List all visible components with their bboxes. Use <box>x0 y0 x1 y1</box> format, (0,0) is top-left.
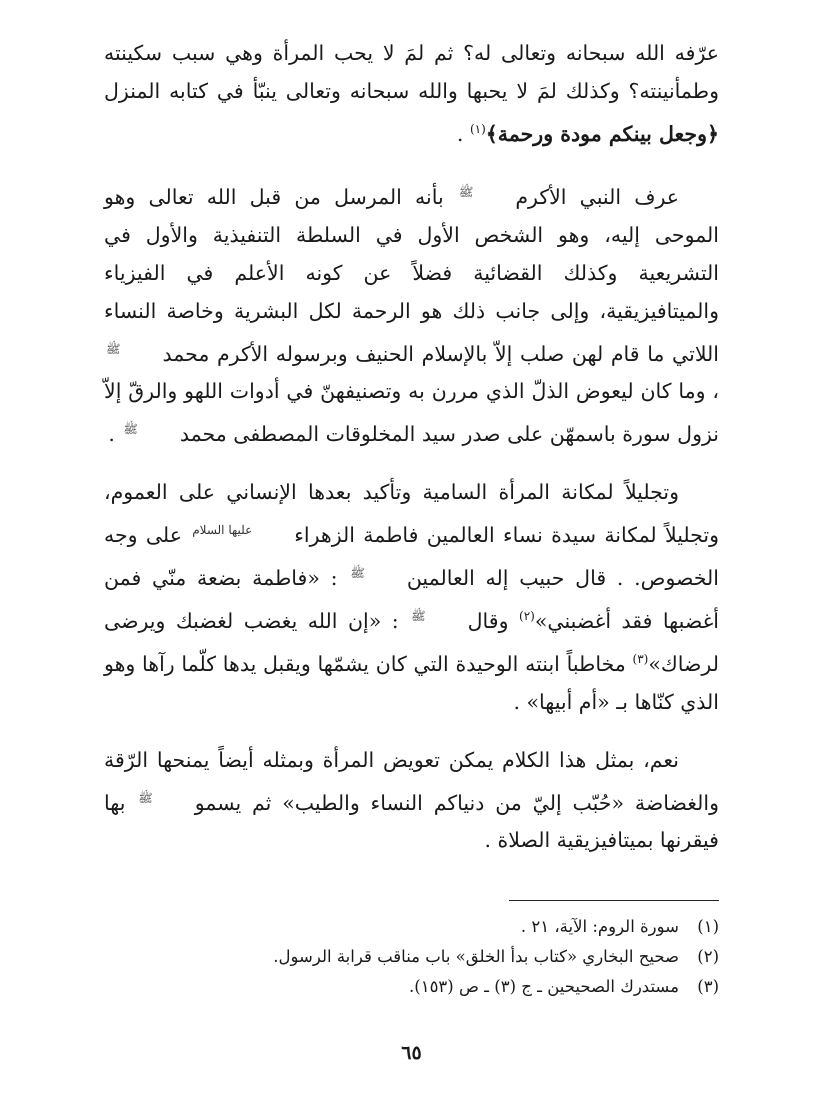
paragraph-3-text-d: وقال <box>467 608 519 633</box>
footnote-3 <box>99 972 719 1002</box>
paragraph-2-text-c: ، وما كان ليعوض الذلّ الذي مررن به وتصنيفهنّ في أدوات اللهو والرقّ إلاّ نزول سورة باسمهّن على صدر سيد المخلوقات المصطفى محمد <box>104 379 719 447</box>
footnote-ref-1: (١) <box>469 122 486 136</box>
paragraph-1-text: عرّفه الله سبحانه وتعالى له؟ ثم لمَ لا يحب المرأة وهي سبب سكينته وطمأنينته؟ وكذلك لمَ لا يحبها والله سبحانه وتعالى ينبّأ في كتابه المنزل <box>104 41 719 103</box>
footnote-number: (١) <box>697 917 719 936</box>
footnote-1 <box>99 912 719 942</box>
salawat-seal: ﷺ <box>123 422 138 437</box>
paragraph-3-text-f: مخاطباً ابنته الوحيدة التي كان يشمّها ويقبل يدها كلّما رآها وهو الذي كنّاها بـ «أم أبيها» . <box>104 651 719 714</box>
salawat-seal: ﷺ <box>350 566 365 581</box>
paragraph-2-text-a: عرف النبي الأكرم <box>515 184 679 209</box>
salawat-seal: ﷺ <box>458 184 474 199</box>
footnote-ref-2: (٢) <box>519 608 535 623</box>
paragraph-3-text-b: على وجه الخصوص. . قال حبيب إله العالمين <box>104 523 719 590</box>
footnote-ref-3: (٣) <box>632 651 649 666</box>
quran-quote: ﴿وجعل بينكم مودة ورحمة﴾ <box>485 121 719 146</box>
footnotes <box>99 912 719 1002</box>
footnote-2 <box>99 942 719 972</box>
paragraph-3-text-c: : «فاطمة بضعة منّي فمن أغضبها فقد أغضبني» <box>104 565 720 633</box>
salawat-seal: ﷺ <box>106 341 121 356</box>
paragraph-3-text-e: : «إن الله يغضب لغضبك ويرضى لرضاك» <box>104 608 719 676</box>
paragraph-4-text-a: نعم، بمثل هذا الكلام يمكن تعويض المرأة وبمثله أيضاً يمنحها الرّقة والغضاضة «حُبّب إليّ من دنياكم النساء والطيب» ثم يسمو <box>104 747 720 815</box>
paragraph-3-text-a: وتجليلاً لمكانة المرأة السامية وتأكيد بعدها الإنساني على العموم، وتجليلاً لمكانة سيدة نساء العالمين فاطمة الزهراء <box>104 480 719 548</box>
footnote-number: (٣) <box>697 977 719 996</box>
paragraph-4-text-b: بها فيقرنها بميتافيزيقية الصلاة . <box>104 790 719 853</box>
footnote-divider <box>509 900 719 901</box>
page-number: ٦٥ <box>401 1042 422 1064</box>
paragraph-2-text-d: . <box>108 422 122 447</box>
paragraph-4 <box>104 741 719 860</box>
paragraph-1-end: . <box>456 121 470 146</box>
footnote-text: مستدرك الصحيحين ـ ج (٣) ـ ص (١٥٣). <box>409 977 679 996</box>
paragraph-3 <box>104 473 719 720</box>
footnote-text: صحيح البخاري «كتاب بدأ الخلق» باب مناقب قرابة الرسول. <box>273 947 679 966</box>
paragraph-2-text-b: بأنه المرسل من قبل الله تعالى وهو الموحى إليه، وهو الشخص الأول في السلطة التنفيذية والأول في التشريعية وكذلك القضائية فضلاً عن كونه الأعلم في الفيزياء والميتافيزيقية، وإلى جانب ذلك هو الرحمة لكل البشرية وخاصة النساء اللاتي ما قام لهن صلب إلاّ بالإسلام الحنيف وبرسوله الأكرم محمد <box>104 184 719 366</box>
salawat-seal: ﷺ <box>411 608 426 623</box>
salam-seal: عليها السلام <box>192 523 253 538</box>
paragraph-1 <box>104 34 719 153</box>
footnote-text: سورة الروم: الآية، ٢١ . <box>520 917 679 936</box>
paragraph-2 <box>104 173 719 453</box>
footnote-number: (٢) <box>697 947 719 966</box>
salawat-seal: ﷺ <box>138 790 153 805</box>
